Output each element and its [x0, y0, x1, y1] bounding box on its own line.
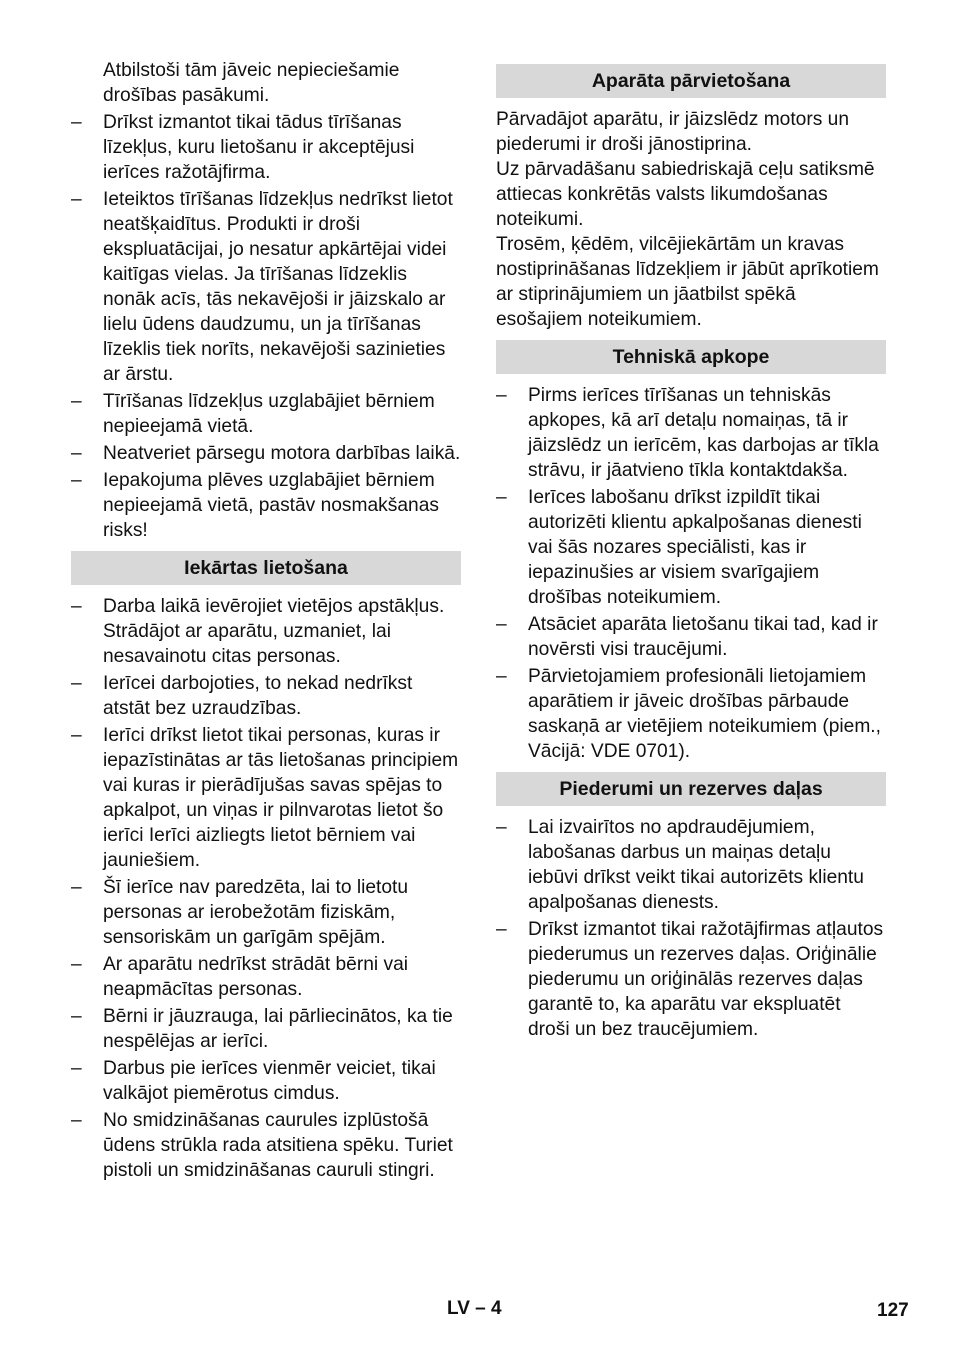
list-item: – Iepakojuma plēves uzglabājiet bērniem nepieejamā vietā, pastāv nosmakšanas risks! [71, 470, 439, 541]
section-heading-maintenance: Tehniskā apkope [496, 340, 886, 374]
dash-bullet: – [496, 666, 507, 687]
section-heading-transport: Aparāta pārvietošana [496, 64, 886, 98]
dash-bullet: – [496, 817, 507, 838]
dash-bullet: – [71, 673, 82, 694]
list-item: – Ar aparātu nedrīkst strādāt bērni vai neapmācītas personas. [71, 954, 409, 1000]
dash-bullet: – [71, 1006, 82, 1027]
section-heading-operation: Iekārtas lietošana [71, 551, 461, 585]
page-number: 127 [877, 1300, 909, 1321]
list-item: – Tīrīšanas līdzekļus uzglabājiet bērniem nepieejamā vietā. [71, 391, 435, 437]
list-item: – Atsāciet aparāta lietošanu tikai tad, kad ir novērsti visi traucējumi. [496, 614, 878, 660]
right-column [496, 64, 886, 1044]
dash-bullet: – [71, 443, 82, 464]
left-column [71, 58, 461, 1185]
list-item: – Darbus pie ierīces vienmēr veiciet, tikai valkājot piemērotus cimdus. [71, 1058, 436, 1104]
dash-bullet: – [71, 112, 82, 133]
section-heading-accessories: Piederumi un rezerves daļas [496, 772, 886, 806]
list-item: – Neatveriet pārsegu motora darbības laikā. [71, 443, 461, 464]
list-item: – Bērni ir jāuzrauga, lai pārliecinātos, ka tie nespēlējas ar ierīci. [71, 1006, 453, 1052]
list-item: – Šī ierīce nav paredzēta, lai to lietotu personas ar ierobežotām fiziskām, sensoriskām un garīgām spējām. [71, 877, 409, 948]
list-item: – Pirms ierīces tīrīšanas un tehniskās apkopes, kā arī detaļu nomaiņas, tā ir jāizslēdz un ierīcēm, kas darbojas ar tīkla strāvu, ir jāatvieno tīkla kontaktdakša. [496, 385, 879, 481]
footer-section-label: LV – 4 [447, 1298, 502, 1319]
accessories-list [496, 815, 886, 1042]
list-item: – Ieteiktos tīrīšanas līdzekļus nedrīkst lietot neatšķaidītus. Produkti ir droši ekspluatācijai, jo nesatur apkārtējai videi kaitīgas vielas. Ja tīrīšanas līdzeklis nonāk acīs, tās nekavējoši ir jāizskalo ar lielu ūdens daudzumu, un ja tīrīšanas līzeklis tiek norīts, nekavējoši sazinieties ar ārstu. [71, 189, 453, 385]
transport-paragraph: Uz pārvadāšanu sabiedriskajā ceļu satiksmē attiecas konkrētās valsts likumdošanas noteikumi. [496, 159, 875, 230]
list-item: – Ierīces labošanu drīkst izpildīt tikai autorizēti klientu apkalpošanas dienesti vai šās nozares speciālisti, kas ir iepazinušies ar visiem svarīgajiem drošības noteikumiem. [496, 487, 862, 608]
dash-bullet: – [71, 391, 82, 412]
dash-bullet: – [496, 487, 507, 508]
list-item: – Lai izvairītos no apdraudējumiem, labošanas darbus un maiņas detaļu iebūvi drīkst veikt tikai autorizēts klientu apalpošanas dienests. [496, 817, 864, 913]
list-item: – Ierīci drīkst lietot tikai personas, kuras ir iepazīstinātas ar tās lietošanas principiem vai kuras ir pierādījušas savas spējas to apkalpot, un viņas ir pilnvarotas lietot šo ierīci Ierīci aizliegts lietot bērniem vai jauniešiem. [71, 725, 459, 871]
list-item: – Pārvietojamiem profesionāli lietojamiem aparātiem ir jāveic drošības pārbaude saskaņā ar vietējiem noteikumiem (piem., Vācijā: VDE 0701). [496, 666, 881, 762]
dash-bullet: – [71, 470, 82, 491]
dash-bullet: – [496, 385, 507, 406]
maintenance-list [496, 383, 886, 764]
transport-paragraph: Pārvadājot aparātu, ir jāizslēdz motors un piederumi ir droši jānostiprina. [496, 109, 850, 155]
dash-bullet: – [71, 954, 82, 975]
list-item: – Ierīcei darbojoties, to nekad nedrīkst atstāt bez uzraudzības. [71, 673, 413, 719]
list-item: – Darba laikā ievērojiet vietējos apstākļus. Strādājot ar aparātu, uzmaniet, lai nesavainotu citas personas. [71, 596, 445, 667]
dash-bullet: – [496, 919, 507, 940]
dash-bullet: – [71, 1110, 82, 1131]
safety-list [71, 110, 461, 543]
dash-bullet: – [496, 614, 507, 635]
dash-bullet: – [71, 596, 82, 617]
list-item: – Drīkst izmantot tikai tādus tīrīšanas līzekļus, kuru lietošanu ir akceptējusi ierīces ražotājfirma. [71, 112, 415, 183]
dash-bullet: – [71, 1058, 82, 1079]
operation-list [71, 594, 461, 1183]
continuation-text: Atbilstoši tām jāveic nepieciešamie drošības pasākumi. [103, 60, 400, 106]
dash-bullet: – [71, 725, 82, 746]
transport-paragraph: Trosēm, ķēdēm, vilcējiekārtām un kravas nostiprināšanas līdzekļiem ir jābūt aprīkotiem ar stiprinājumiem un jāatbilst spēkā esošajiem noteikumiem. [496, 234, 879, 330]
dash-bullet: – [71, 877, 82, 898]
list-item: – Drīkst izmantot tikai ražotājfirmas atļautos piederumus un rezerves daļas. Oriģinālie piederumu un oriģinālās rezerves daļas garantē to, ka aparātu var ekspluatēt droši un bez traucējumiem. [496, 919, 884, 1040]
list-item: – No smidzināšanas caurules izplūstošā ūdens strūkla rada atsitiena spēku. Turiet pistoli un smidzināšanas cauruli stingri. [71, 1110, 453, 1181]
dash-bullet: – [71, 189, 82, 210]
